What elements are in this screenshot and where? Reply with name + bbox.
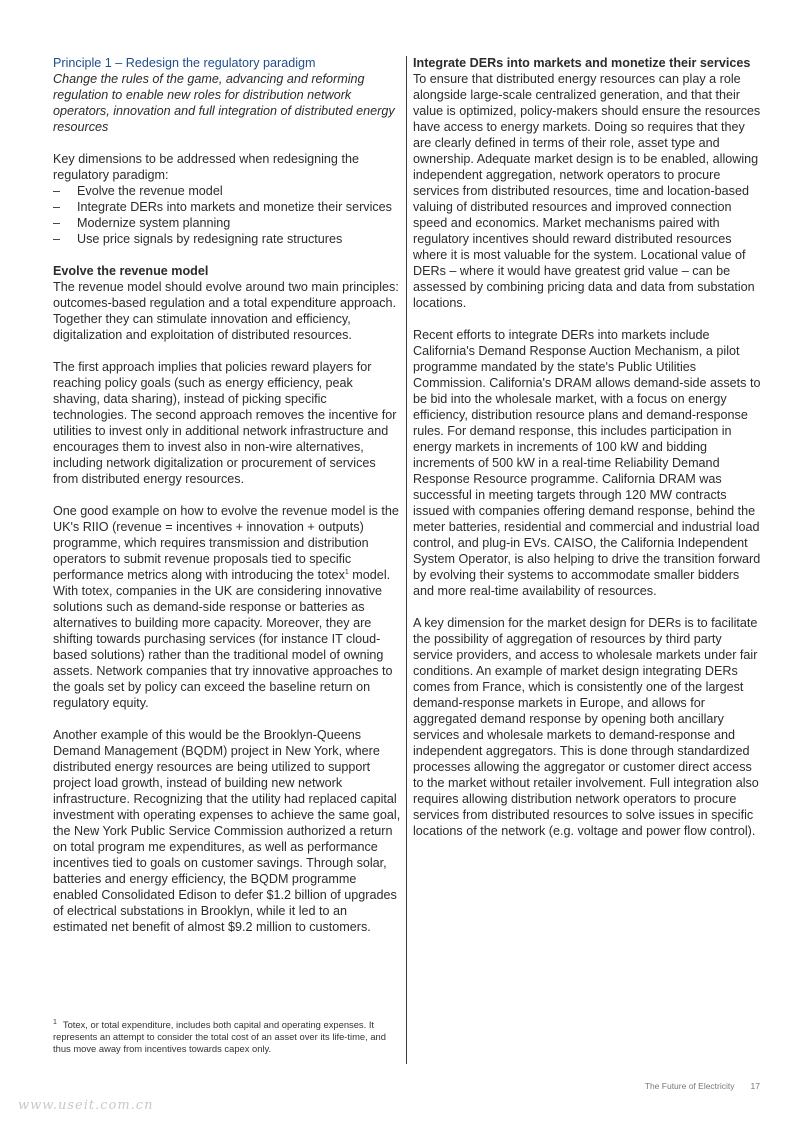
- section-heading-ders: Integrate DERs into markets and monetize their services: [413, 56, 751, 70]
- paragraph-text: model. With totex, companies in the UK are considering innovative solutions such as demand-side response or batteries as alternatives to building more capacity. Moreover, they are shifting towards purchasing services (for instance IT cloud-based solutions) rather than the traditional model of owning assets. Network companies that try innovative approaches to the goals set by policy can exceed the baseline return on regulatory equity.: [53, 568, 393, 710]
- footnote-text: Totex, or total expenditure, includes both capital and operating expenses. It represents an attempt to consider the total cost of an asset over its life-time, and thus move away from incentives towards capex only.: [53, 1019, 386, 1054]
- section-heading-revenue: Evolve the revenue model: [53, 264, 209, 278]
- page-number: 17: [750, 1081, 760, 1091]
- watermark: www.useit.com.cn: [18, 1098, 154, 1113]
- principle-title: Principle 1 – Redesign the regulatory paradigm: [53, 56, 316, 70]
- footnote: [53, 1019, 403, 1055]
- paragraph-riio: [53, 503, 401, 711]
- paragraph: Recent efforts to integrate DERs into markets include California's Demand Response Auction Mechanism, a pilot programme mandated by the state's Public Utilities Commission. California's DRAM allows demand-side assets to be bid into the wholesale market, with a focus on energy efficiency, distribution resource plans and demand-response rules. For demand response, this includes participation in energy markets in increments of 100 kW and bidding increments of 500 kW in a real-time Reliability Demand Response Resource programme. California DRAM was successful in meeting targets through 120 MW contracts issued with companies offering demand response, behind the meter batteries, residential and commercial and industrial load control, and plug-in EVs. CAISO, the California Independent System Operator, is also helping to drive the transition forward by evolving their systems to accommodate smaller bidders and more real-time availability of resources.: [413, 328, 761, 598]
- list-item: – Evolve the revenue model: [53, 183, 401, 199]
- paragraph: A key dimension for the market design for DERs is to facilitate the possibility of aggregation of resources by third party service providers, and access to wholesale markets under fair conditions. An example of market design integrating DERs comes from France, which is consistently one of the largest demand-response markets in Europe, and allows for aggregated demand response by opening both ancillary services and wholesale markets to demand-response and independent aggregators. This is done through standardized processes allowing the aggregator or customer direct access to the market without retailer involvement. Full integration also requires allowing distribution network operators to procure services from distributed resources to solve issues in specific locations of the network (e.g. voltage and power flow control).: [413, 616, 759, 838]
- left-column: [53, 55, 401, 951]
- right-column: [413, 55, 763, 855]
- paragraph: To ensure that distributed energy resources can play a role alongside large-scale centralized generation, and that their value is optimized, policy-makers should ensure the resources have access to energy markets. Doing so requires that they are clearly defined in terms of their role, asset type and ownership. Adequate market design is to be enabled, allowing independent aggregation, network operators to procure services from distributed resources, time and location-based valuing of distributed resources and improved connection speed and economics. Market mechanisms paired with regulatory incentives should reward distributed resources where it is most valuable for the system. Locational value of DERs – where it would have greatest grid value – can be assessed by combining pricing data and data from substation locations.: [413, 72, 761, 310]
- list-item: – Modernize system planning: [53, 215, 401, 231]
- footnote-mark: 1: [53, 1018, 57, 1026]
- list-item: – Use price signals by redesigning rate structures: [53, 231, 401, 247]
- dimensions-intro: Key dimensions to be addressed when redesigning the regulatory paradigm:: [53, 152, 359, 182]
- column-divider: [406, 56, 407, 1064]
- footer-title: The Future of Electricity: [644, 1081, 735, 1091]
- dimensions-list: [53, 183, 401, 247]
- paragraph: Another example of this would be the Brooklyn-Queens Demand Management (BQDM) project in New York, where distributed energy resources are being utilized to support project load growth, instead of building new network infrastructure. Recognizing that the utility had replaced capital investment with operating expenses to achieve the same goal, the New York Public Service Commission authorized a return on total program me expenditures, as well as performance incentives tied to goals on customer savings. Through solar, batteries and energy efficiency, the BQDM programme enabled Consolidated Edison to defer $1.2 billion of upgrades of electrical substations in Brooklyn, while it led to an estimated net benefit of almost $9.2 million to customers.: [53, 728, 401, 934]
- list-item: – Integrate DERs into markets and monetize their services: [53, 199, 401, 215]
- paragraph: The revenue model should evolve around two main principles: outcomes-based regulation and a total expenditure approach. Together they can stimulate innovation and efficiency, digitalization and exploitation of distributed resources.: [53, 280, 399, 342]
- page-footer: [645, 1081, 760, 1091]
- principle-subtitle: Change the rules of the game, advancing and reforming regulation to enable new roles for distribution network operators, innovation and full integration of distributed energy resources: [53, 72, 395, 134]
- paragraph: The first approach implies that policies reward players for reaching policy goals (such as energy efficiency, peak shaving, data sharing), instead of picking specific technologies. The second approach removes the incentive for utilities to invest only in additional network infrastructure and encourages them to invest also in non-wire alternatives, including network digitalization or procurement of services from distributed energy resources.: [53, 360, 397, 486]
- paragraph-text: One good example on how to evolve the revenue model is the UK's RIIO (revenue = incentives + innovation + outputs) programme, which requires transmission and distribution operators to submit revenue proposals tied to specific performance metrics along with introducing the totex: [53, 504, 399, 582]
- footnote-reference: 1: [344, 568, 349, 576]
